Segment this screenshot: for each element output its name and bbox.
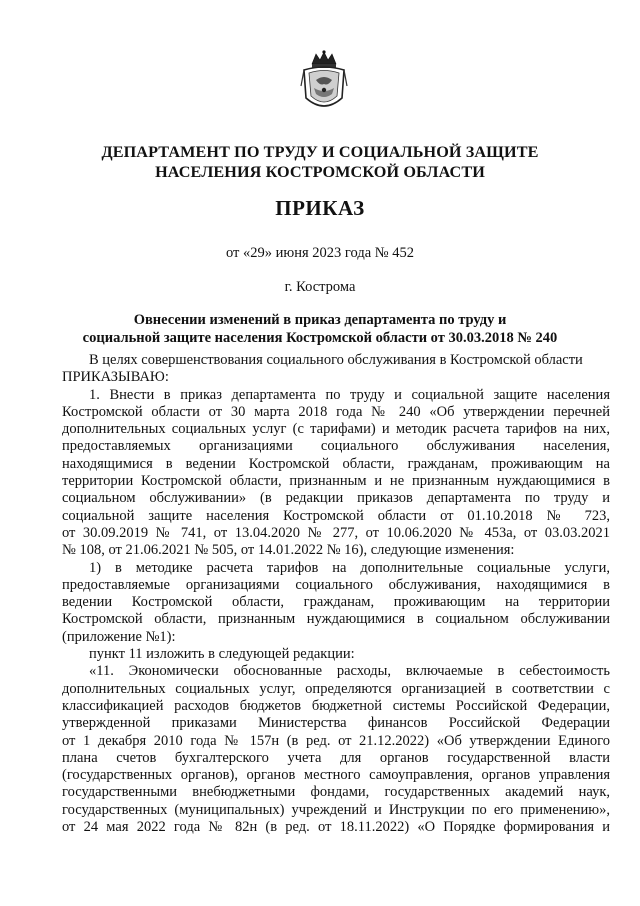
order-subject-line2: социальной защите населения Костромской области от 30.03.2018 № 240	[82, 330, 558, 346]
body-line: от 24 мая 2022 года № 82н (в ред. от 18.11.2022) «О Порядке формирования и	[62, 819, 610, 836]
body-line: от 1 декабря 2010 года № 157н (в ред. от 21.12.2022) «Об утверждении Единого	[62, 732, 610, 749]
body-line: от 30.09.2019 № 741, от 13.04.2020 № 277, от 10.06.2020 № 453а, от 03.03.2021	[62, 524, 610, 541]
body-line: дополнительных социальных услуг (с тарифами) и методик расчета тарифов на них,	[62, 421, 610, 438]
body-line: классификацией расходов бюджетов бюджетной системы Российской Федерации,	[62, 697, 610, 714]
document-title: ПРИКАЗ	[275, 196, 365, 220]
body-line: дополнительных социальных услуг, определяются организацией в соответствии с	[62, 680, 610, 697]
body-line: утвержденной приказами Министерства финансов Российской Федерации	[62, 715, 610, 732]
coat-of-arms-icon	[298, 50, 350, 116]
body-line: 1. Внести в приказ департамента по труду и социальной защите населения	[89, 386, 610, 403]
department-name-line1: ДЕПАРТАМЕНТ ПО ТРУДУ И СОЦИАЛЬНОЙ ЗАЩИТЕ	[101, 143, 539, 161]
body-line: пункт 11 изложить в следующей редакции:	[89, 646, 355, 663]
order-date-number: от «29» июня 2023 года № 452	[226, 245, 414, 261]
body-line: социальной защите населения Костромской области от 01.10.2018 № 723,	[62, 507, 610, 524]
body-line: территории Костромской области, признанным и не признанным нуждающимися в	[62, 473, 610, 490]
body-line: ПРИКАЗЫВАЮ:	[62, 369, 169, 386]
body-line: государственными внебюджетными фондами, государственных академий наук,	[62, 784, 610, 801]
body-line: Костромской области от 30 марта 2018 года № 240 «Об утверждении перечней	[62, 403, 610, 420]
body-line: (приложение №1):	[62, 628, 176, 645]
body-line: социальном обслуживании» (в редакции приказов департамента по труду и	[62, 490, 610, 507]
body-line: плана счетов бухгалтерского учета для органов государственной власти	[62, 749, 610, 766]
body-line: № 108, от 21.06.2021 № 505, от 14.01.2022 № 16), следующие изменения:	[62, 542, 515, 559]
body-line: находящимися в ведении Костромской области, гражданам, проживающим на	[62, 455, 610, 472]
body-line: предоставляемые организациями социального обслуживания, находящимися в	[62, 576, 610, 593]
order-subject-line1: Овнесении изменений в приказ департамента по труду и	[133, 312, 507, 328]
body-line: В целях совершенствования социального обслуживания в Костромской области	[89, 352, 583, 368]
department-name-line2: НАСЕЛЕНИЯ КОСТРОМСКОЙ ОБЛАСТИ	[155, 163, 485, 181]
body-line: «11. Экономически обоснованные расходы, включаемые в себестоимость	[89, 663, 610, 680]
order-body	[62, 352, 610, 836]
body-line: государственных (муниципальных) учреждений и Инструкции по его применению»,	[62, 801, 610, 818]
body-line: (государственных органов), органов местного самоуправления, органов управления	[62, 767, 610, 784]
body-line: предоставляемых организациями социального обслуживания населения,	[62, 438, 610, 455]
city-name: г. Кострома	[284, 279, 356, 295]
body-line: ведении Костромской области, гражданам, проживающим на территории	[62, 594, 610, 611]
body-line: Костромской области, признанным нуждающимися в социальном обслуживании	[62, 611, 610, 628]
body-line: 1) в методике расчета тарифов на дополнительные социальные услуги,	[89, 559, 610, 576]
